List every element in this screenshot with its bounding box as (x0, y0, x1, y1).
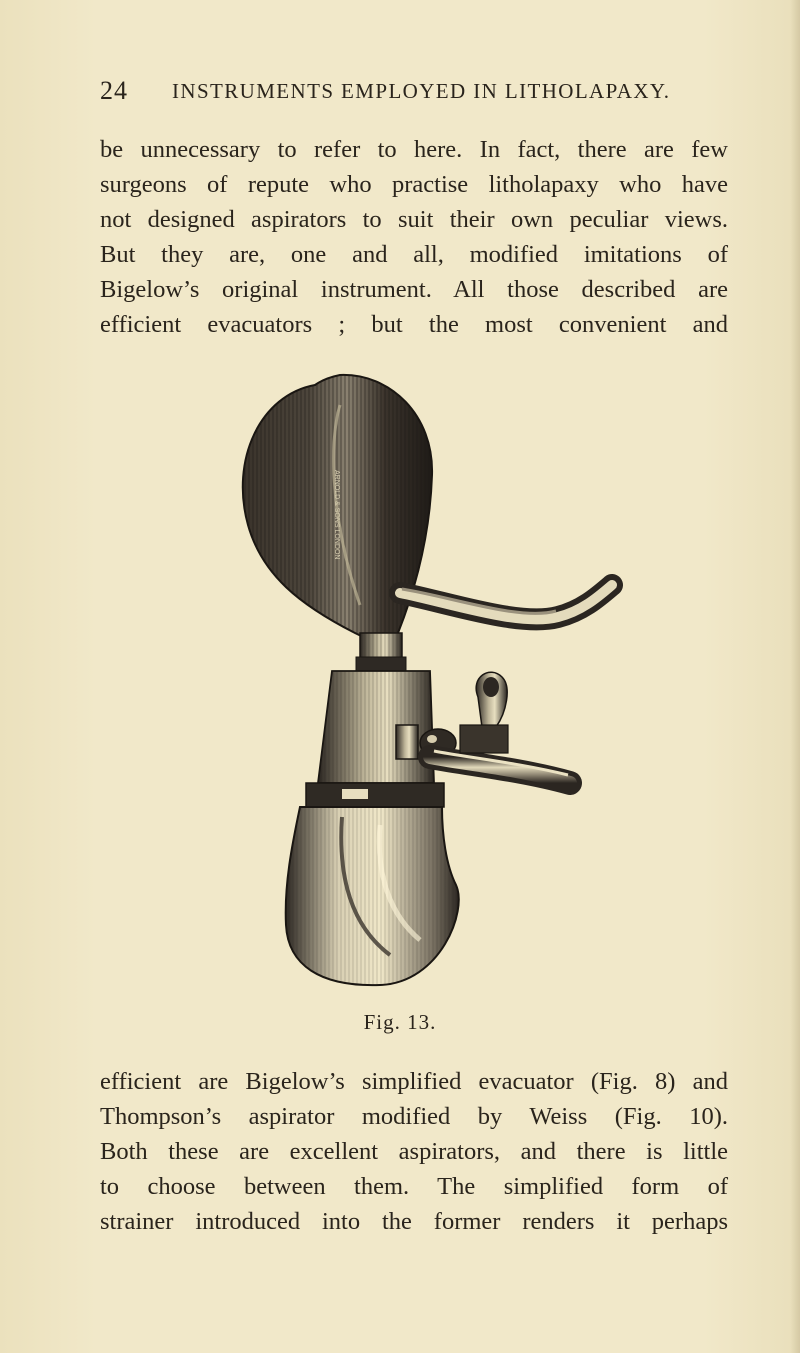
paragraph-bottom (100, 1064, 728, 1239)
maker-mark: ARNOLD & SONS LONDON (333, 470, 340, 560)
curved-tube (400, 585, 612, 619)
figure-aspirator-engraving (220, 365, 640, 995)
text-line: surgeons of repute who practise litholapaxy who have (100, 171, 728, 198)
detached-tube (430, 672, 570, 783)
text-line: efficient evacuators ; but the most convenient and (100, 311, 728, 338)
paragraph-top (100, 132, 728, 342)
text-line: to choose between them. The simplified form of (100, 1173, 728, 1200)
text-line: Both these are excellent aspirators, and there is little (100, 1138, 728, 1165)
text-line: not designed aspirators to suit their own peculiar views. (100, 206, 728, 233)
page-header (100, 76, 720, 116)
text-line: Thompson’s aspirator modified by Weiss (Fig. 10). (100, 1103, 728, 1130)
text-line: But they are, one and all, modified imitations of (100, 241, 728, 268)
page-number: 24 (100, 76, 128, 105)
text-line: efficient are Bigelow’s simplified evacuator (Fig. 8) and (100, 1068, 728, 1095)
text-line: Bigelow’s original instrument. All those described are (100, 276, 728, 303)
text-line: strainer introduced into the former renders it perhaps (100, 1208, 728, 1235)
glass-receiver (286, 807, 459, 985)
aspirator-illustration (220, 365, 640, 995)
text-line: be unnecessary to refer to here. In fact, there are few (100, 136, 728, 163)
figure-caption: Fig. 13. (363, 1010, 437, 1034)
running-title: INSTRUMENTS EMPLOYED IN LITHOLAPAXY. (172, 79, 671, 103)
page-edge-shadow (790, 0, 800, 1353)
